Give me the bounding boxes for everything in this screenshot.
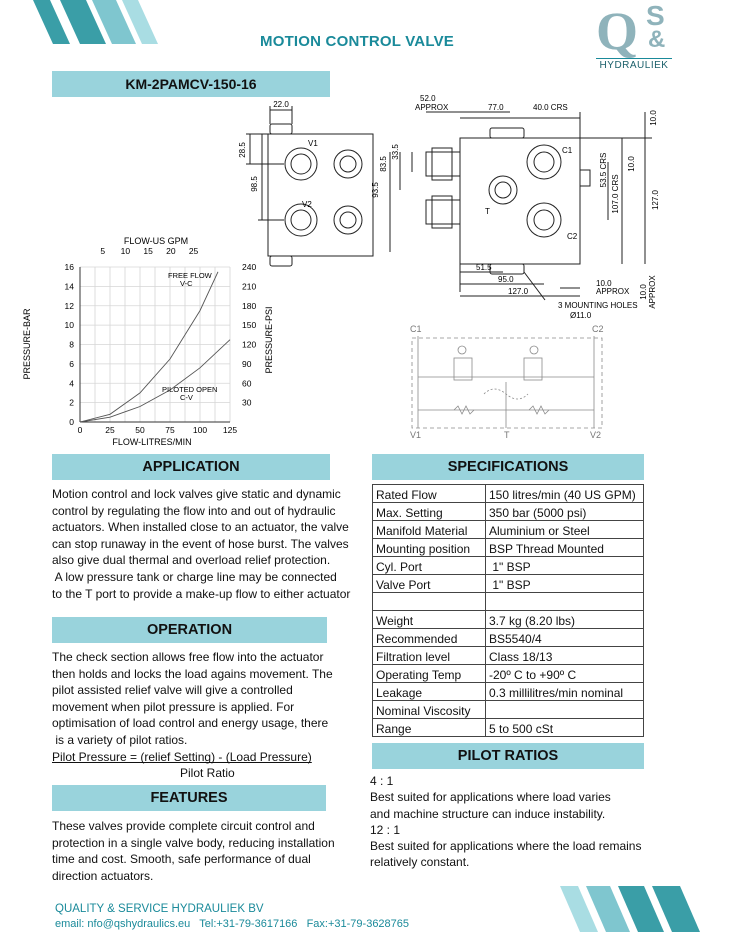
- spec-row: [373, 665, 644, 683]
- svg-text:93.5: 93.5: [371, 182, 380, 198]
- y2-tick-label: 90: [242, 358, 252, 369]
- operation-heading: OPERATION: [52, 617, 327, 643]
- svg-text:C1: C1: [562, 146, 573, 155]
- pilot-ratios-text: 4 : 1 Best suited for applications where load varies and machine structure can induce instability. 12 : 1 Best suited for applications where the load remains relatively constant.: [370, 774, 642, 870]
- footer-contact[interactable]: email: nfo@qshydraulics.eu Tel:+31-79-3617166 Fax:+31-79-3628765: [55, 918, 410, 930]
- port-v1-label: V1: [308, 139, 318, 148]
- x2-tick-label: 20: [166, 246, 176, 256]
- spec-row: [373, 503, 644, 521]
- dim-28-5: 28.5: [238, 142, 247, 158]
- pilot-pressure-formula: Pilot Pressure = (relief Setting) - (Load Pressure): [52, 749, 312, 764]
- spec-label: Cyl. Port: [373, 557, 486, 575]
- footer-stripes-decoration: [560, 886, 710, 932]
- operation-text: The check section allows free flow into the actuator then holds and locks the load agains movement. The pilot assisted relief valve will give a controlled movement when pilot pressure is applied. For optimisation of load control and energy usage, there is a variety of pilot ratios. Pilot Pressure = (relief Setting) - (Load Pressure) Pilot Ratio: [52, 650, 333, 781]
- x-tick-label: 125: [222, 425, 238, 435]
- svg-text:10.0: 10.0: [649, 110, 658, 126]
- specifications-table: [372, 484, 644, 737]
- spec-row: [373, 647, 644, 665]
- svg-text:Ø11.0: Ø11.0: [570, 311, 592, 320]
- spec-label: Nominal Viscosity: [373, 701, 486, 719]
- spec-value: 350 bar (5000 psi): [486, 503, 644, 521]
- spec-label: Mounting position: [373, 539, 486, 557]
- spec-row: [373, 521, 644, 539]
- spec-value: 0.3 millilitres/min nominal: [486, 683, 644, 701]
- spec-value: [486, 701, 644, 719]
- application-text: Motion control and lock valves give static and dynamic control by regulating the flow into and out of hydraulic actuators. When installed close to an actuator, the valve can stop runaway in the event of hose burst. The valves also give dual thermal and overload relief protection. A low pressure tank or charge line may be connected to the T port to provide a make-up flow to either actuator: [52, 487, 351, 601]
- spec-label: Max. Setting: [373, 503, 486, 521]
- spec-label: Filtration level: [373, 647, 486, 665]
- series-piloted-open-label: PILOTED OPEN: [162, 385, 218, 394]
- spec-value: [486, 593, 644, 611]
- svg-text:10.0: 10.0: [627, 156, 636, 172]
- y-tick-label: 16: [64, 262, 74, 272]
- spec-value: BSP Thread Mounted: [486, 539, 644, 557]
- svg-text:83.5: 83.5: [379, 156, 388, 172]
- svg-text:51.5: 51.5: [476, 263, 492, 272]
- x-tick-label: 0: [77, 425, 83, 435]
- svg-text:APPROX: APPROX: [596, 287, 630, 296]
- y-tick-label: 0: [69, 417, 74, 427]
- x2-axis-title: FLOW-US GPM: [123, 236, 189, 246]
- x-tick-label: 75: [165, 425, 175, 435]
- spec-label: Manifold Material: [373, 521, 486, 539]
- dim-22: 22.0: [273, 100, 289, 109]
- spec-value: -20º C to +90º C: [486, 665, 644, 683]
- y2-tick-label: 180: [242, 300, 257, 311]
- x2-tick-label: 15: [143, 246, 153, 256]
- x-axis-title: FLOW-LITRES/MIN: [112, 437, 192, 447]
- spec-row: [373, 719, 644, 737]
- series-free-flow-sub: V-C: [180, 279, 193, 288]
- svg-text:127.0: 127.0: [651, 189, 660, 211]
- y-tick-label: 12: [64, 300, 74, 311]
- y-tick-label: 8: [69, 339, 74, 350]
- header-stripes-decoration: [30, 0, 160, 45]
- svg-text:107.0 CRS: 107.0 CRS: [611, 174, 620, 214]
- spec-row: [373, 683, 644, 701]
- svg-text:10.0: 10.0: [639, 284, 648, 300]
- y-axis-title: PRESSURE-BAR: [22, 308, 32, 380]
- valve-front-view-drawing: [370, 92, 670, 322]
- svg-text:V1: V1: [410, 430, 422, 440]
- y-tick-label: 2: [69, 397, 74, 408]
- x2-tick-label: 25: [188, 246, 199, 256]
- spec-row: [373, 593, 644, 611]
- svg-text:C1: C1: [410, 324, 422, 334]
- spec-label: Recommended: [373, 629, 486, 647]
- x-tick-label: 100: [192, 425, 208, 435]
- spec-value: 150 litres/min (40 US GPM): [486, 485, 644, 503]
- flow-pressure-chart: [20, 232, 290, 448]
- spec-label: Weight: [373, 611, 486, 629]
- features-text: These valves provide complete circuit control and protection in a single valve body, reducing installation time and cost. Smooth, safe performance of dual direction actuators.: [52, 819, 335, 883]
- svg-text:52.0: 52.0: [420, 94, 436, 103]
- svg-text:33.5: 33.5: [391, 144, 400, 160]
- features-heading: FEATURES: [52, 785, 326, 811]
- page-title: MOTION CONTROL VALVE: [260, 33, 454, 50]
- svg-text:3 MOUNTING HOLES: 3 MOUNTING HOLES: [558, 301, 638, 310]
- spec-value: Aluminium or Steel: [486, 521, 644, 539]
- spec-row: [373, 557, 644, 575]
- model-number: KM-2PAMCV-150-16: [52, 71, 330, 97]
- y2-tick-label: 60: [242, 378, 252, 389]
- pilot-ratios-heading: PILOT RATIOS: [372, 743, 644, 769]
- spec-row: [373, 629, 644, 647]
- hydraulic-schematic: [404, 322, 614, 440]
- specifications-heading: SPECIFICATIONS: [372, 454, 644, 480]
- series-line-free-flow: [80, 272, 218, 422]
- svg-text:APPROX: APPROX: [415, 103, 449, 112]
- y2-tick-label: 120: [242, 339, 257, 350]
- y-tick-label: 4: [69, 378, 74, 389]
- x-tick-label: 50: [135, 425, 145, 435]
- svg-text:APPROX: APPROX: [648, 275, 657, 309]
- spec-row: [373, 611, 644, 629]
- svg-text:V2: V2: [590, 430, 602, 440]
- y2-tick-label: 150: [242, 320, 257, 331]
- x-tick-label: 25: [105, 425, 115, 435]
- footer-company: QUALITY & SERVICE HYDRAULIEK BV: [55, 903, 264, 915]
- svg-text:10.0: 10.0: [596, 279, 612, 288]
- spec-row: [373, 539, 644, 557]
- y2-tick-label: 240: [242, 262, 257, 272]
- svg-text:C2: C2: [567, 232, 578, 241]
- spec-value: BS5540/4: [486, 629, 644, 647]
- x2-tick-label: 5: [100, 246, 106, 256]
- spec-label: Leakage: [373, 683, 486, 701]
- svg-text:T: T: [485, 207, 490, 216]
- spec-value: 1" BSP: [486, 575, 644, 593]
- spec-row: [373, 485, 644, 503]
- spec-value: 5 to 500 cSt: [486, 719, 644, 737]
- x2-tick-label: 10: [120, 246, 131, 256]
- spec-label: Valve Port: [373, 575, 486, 593]
- y2-tick-label: 210: [242, 281, 257, 292]
- spec-label: [373, 593, 486, 611]
- series-free-flow-label: FREE FLOW: [168, 271, 212, 280]
- dim-98-5: 98.5: [250, 176, 259, 192]
- svg-text:T: T: [504, 430, 510, 440]
- svg-text:95.0: 95.0: [498, 275, 514, 284]
- spec-value: 1" BSP: [486, 557, 644, 575]
- spec-row: [373, 575, 644, 593]
- y-tick-label: 14: [64, 281, 74, 292]
- spec-label: Operating Temp: [373, 665, 486, 683]
- series-piloted-open-sub: C-V: [180, 393, 193, 402]
- company-logo: Q S & HYDRAULIEK: [596, 4, 676, 76]
- port-v2-label: V2: [302, 200, 312, 209]
- y2-tick-label: 30: [242, 397, 252, 408]
- svg-text:40.0 CRS: 40.0 CRS: [533, 103, 568, 112]
- application-heading: APPLICATION: [52, 454, 330, 480]
- y-tick-label: 10: [64, 320, 74, 331]
- spec-row: [373, 701, 644, 719]
- svg-text:77.0: 77.0: [488, 103, 504, 112]
- svg-text:C2: C2: [592, 324, 604, 334]
- spec-label: Rated Flow: [373, 485, 486, 503]
- spec-value: Class 18/13: [486, 647, 644, 665]
- y2-axis-title: PRESSURE-PSI: [264, 306, 274, 374]
- spec-label: Range: [373, 719, 486, 737]
- spec-value: 3.7 kg (8.20 lbs): [486, 611, 644, 629]
- y-tick-label: 6: [69, 358, 74, 369]
- svg-text:127.0: 127.0: [508, 287, 529, 296]
- svg-text:53.5 CRS: 53.5 CRS: [599, 152, 608, 188]
